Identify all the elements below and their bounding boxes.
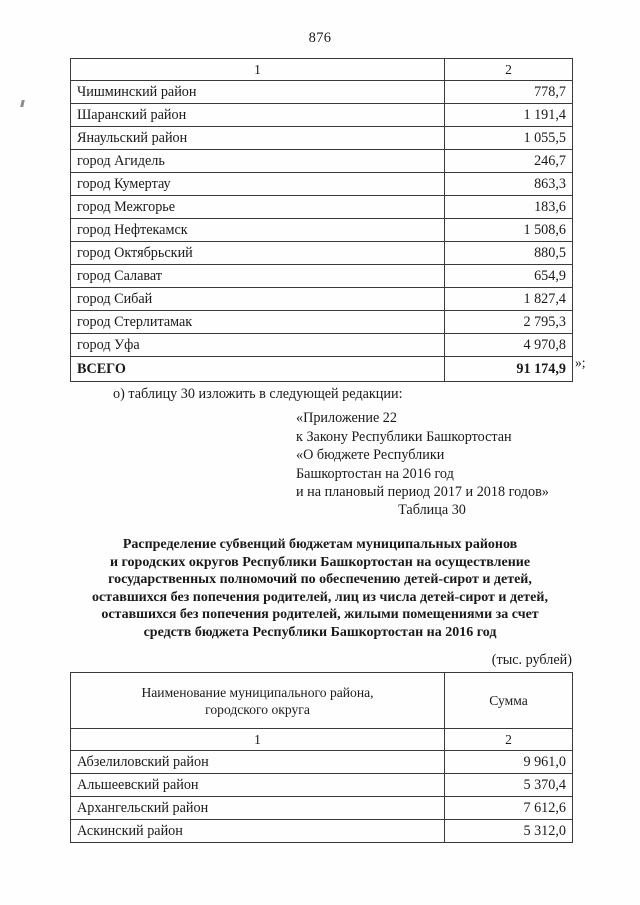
municipality-name-cell: Абзелиловский район [71,751,445,774]
table-row [71,820,573,843]
scan-artifact-mark [20,100,24,107]
amount-cell: 5 312,0 [445,820,573,843]
table-row [71,751,573,774]
heading-line: оставшихся без попечения родителей, лиц из числа детей-сирот и детей, [92,589,548,605]
name-column-header [71,673,445,729]
amount-cell: 4 970,8 [445,334,573,357]
municipality-name-cell: город Кумертау [71,173,445,196]
municipality-name-cell: Архангельский район [71,797,445,820]
column-number-header: 2 [445,59,573,81]
table-header-row [71,673,573,729]
table-number-label: Таблица 30 [398,502,466,518]
total-label: ВСЕГО [71,357,445,382]
heading-line: средств бюджета Республики Башкортостан на 2016 год [143,624,497,640]
municipality-name-cell: Янаульский район [71,127,445,150]
amount-cell: 7 612,6 [445,797,573,820]
amount-cell: 183,6 [445,196,573,219]
table-numbering-row [71,729,573,751]
subventions-distribution-table [70,672,573,843]
municipality-name-cell: Альшеевский район [71,774,445,797]
amount-cell: 1 827,4 [445,288,573,311]
column-number-header: 2 [445,729,573,751]
municipality-name-cell: город Октябрьский [71,242,445,265]
table-row [71,150,573,173]
table-row [71,196,573,219]
table-row [71,127,573,150]
table-header-row [71,59,573,81]
municipality-name-cell: город Межгорье [71,196,445,219]
table-row [71,797,573,820]
amendment-paragraph: о) таблицу 30 изложить в следующей редакции: [113,386,403,402]
table-row [71,311,573,334]
document-heading [70,536,570,642]
total-value: 91 174,9 [445,357,573,382]
amount-cell: 880,5 [445,242,573,265]
table-row [71,334,573,357]
column-number-header: 1 [71,59,445,81]
table-row [71,242,573,265]
municipality-name-cell: город Стерлитамак [71,311,445,334]
municipality-name-cell: Шаранский район [71,104,445,127]
amount-cell: 1 055,5 [445,127,573,150]
amount-cell: 5 370,4 [445,774,573,797]
amount-cell: 778,7 [445,81,573,104]
appendix-reference-block [296,409,549,502]
heading-line: государственных полномочий по обеспечению детей-сирот и детей, [108,572,532,588]
appendix-line: «Приложение 22 [296,410,397,426]
municipality-name-cell: Чишминский район [71,81,445,104]
table-row [71,81,573,104]
municipality-name-cell: город Нефтекамск [71,219,445,242]
amount-cell: 1 191,4 [445,104,573,127]
units-note: (тыс. рублей) [491,652,572,668]
amount-cell: 654,9 [445,265,573,288]
municipality-name-cell: город Сибай [71,288,445,311]
amount-cell: 246,7 [445,150,573,173]
municipality-name-cell: город Уфа [71,334,445,357]
heading-line: и городских округов Республики Башкортостан на осуществление [109,554,531,570]
name-header-line-2: городского округа [205,701,310,717]
table-row [71,173,573,196]
table-row [71,288,573,311]
sum-column-header: Сумма [445,673,573,729]
municipality-name-cell: Аскинский район [71,820,445,843]
table-total-row [71,357,573,382]
appendix-line: «О бюджете Республики [296,447,445,463]
appendix-line: Башкортостан на 2016 год [296,465,454,482]
heading-line: оставшихся без попечения родителей, жилыми помещениями за счет [101,607,539,623]
municipality-name-cell: город Салават [71,265,445,288]
subventions-table-continued [70,58,573,382]
table-row [71,104,573,127]
amount-cell: 2 795,3 [445,311,573,334]
table-row [71,219,573,242]
appendix-line: к Закону Республики Башкортостан [296,428,512,445]
table-row [71,265,573,288]
amount-cell: 9 961,0 [445,751,573,774]
amount-cell: 863,3 [445,173,573,196]
closing-quote-mark: »; [575,355,586,370]
table-row [71,774,573,797]
name-header-line-1: Наименование муниципального района, [141,684,374,700]
municipality-name-cell: город Агидель [71,150,445,173]
column-number-header: 1 [71,729,445,751]
amount-cell: 1 508,6 [445,219,573,242]
page-number: 876 [308,30,332,46]
heading-line: Распределение субвенций бюджетам муниципальных районов [122,537,518,552]
appendix-line: и на плановый период 2017 и 2018 годов» [296,484,549,500]
